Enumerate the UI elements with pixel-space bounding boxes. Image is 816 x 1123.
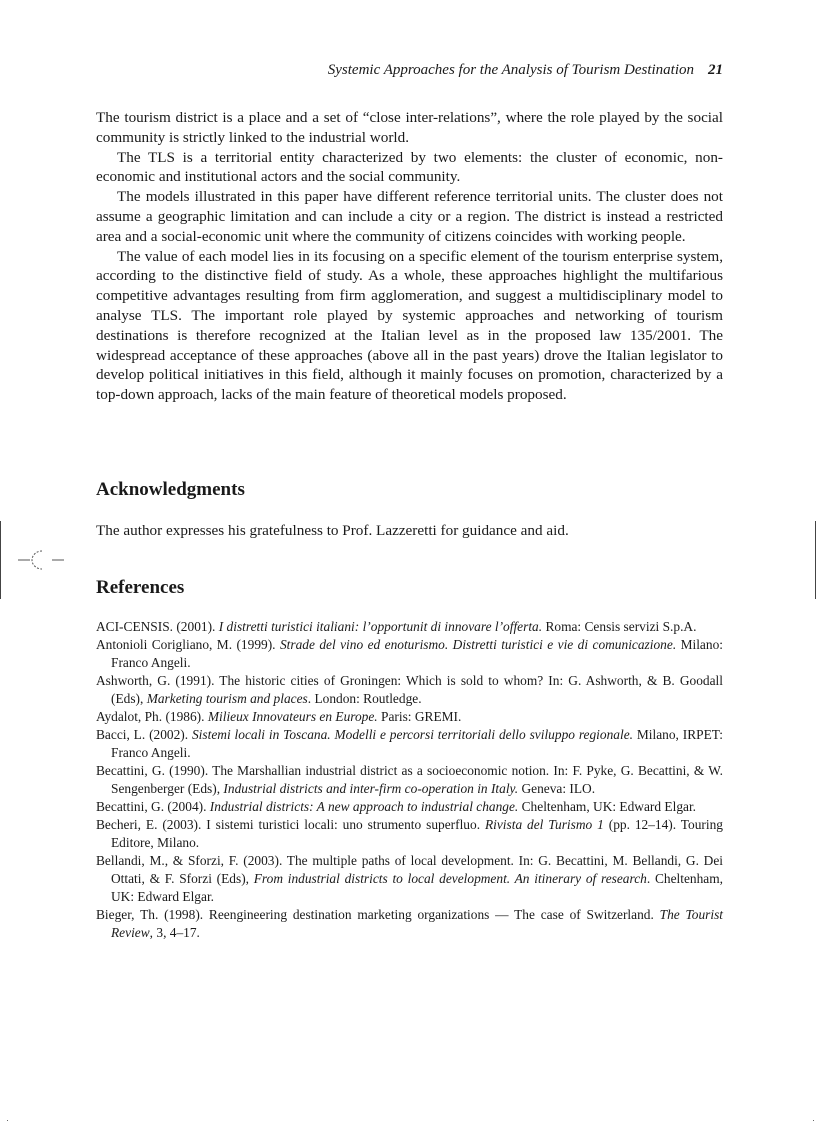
- reference-entry: Bellandi, M., & Sforzi, F. (2003). The multiple paths of local development. In: G. Becattini, M. Bellandi, G. Dei Ottati, & F. Sforzi (Eds), From industrial districts to local development. An itinerary of research. Cheltenham, UK: Edward Elgar.: [96, 853, 723, 904]
- acknowledgments-text: The author expresses his gratefulness to Prof. Lazzeretti for guidance and aid.: [96, 522, 569, 539]
- reference-entry: Becheri, E. (2003). I sistemi turistici locali: uno strumento superfluo. Rivista del Turismo 1 (pp. 12–14). Touring Editore, Milano.: [96, 817, 723, 850]
- reference-entry: ACI-CENSIS. (2001). I distretti turistici italiani: l’opportunit di innovare l’offerta. Roma: Censis servizi S.p.A.: [96, 619, 697, 634]
- reference-entry: Bieger, Th. (1998). Reengineering destination marketing organizations — The case of Switzerland. The Tourist Review, 3, 4–17.: [96, 907, 723, 940]
- reference-entry: Bacci, L. (2002). Sistemi locali in Toscana. Modelli e percorsi territoriali dello sviluppo regionale. Milano, IRPET: Franco Angeli.: [96, 727, 723, 760]
- paragraph: The models illustrated in this paper have different reference territorial units. The cluster does not assume a geographic limitation and can include a city or a region. The district is instead a restricted area and a social-economic unit where the community of citizens coincides with working people.: [96, 188, 723, 245]
- crop-mark-left: [0, 521, 1, 599]
- paragraph: The tourism district is a place and a set of “close inter-relations”, where the role played by the social community is strictly linked to the industrial world.: [96, 109, 723, 146]
- reference-entry: Aydalot, Ph. (1986). Milieux Innovateurs en Europe. Paris: GREMI.: [96, 709, 462, 724]
- reference-list: [96, 618, 723, 942]
- running-title: Systemic Approaches for the Analysis of Tourism Destination: [327, 62, 694, 78]
- reference-entry: Ashworth, G. (1991). The historic cities of Groningen: Which is sold to whom? In: G. Ashworth, & B. Goodall (Eds), Marketing tourism and places. London: Routledge.: [96, 673, 723, 706]
- edge-dot: [7, 1120, 8, 1121]
- running-head: [96, 62, 723, 79]
- edge-dot: [813, 1120, 814, 1121]
- paragraph: The value of each model lies in its focusing on a specific element of the tourism enterprise system, according to the distinctive field of study. As a whole, these approaches highlight the multifarious competitive advantages resulting from firm agglomeration, and suggest a multidisciplinary model to analyse TLS. The important role played by systemic approaches and networking of tourism destinations is therefore recognized at the Italian level as in the proposed law 135/2001. The widespread acceptance of these approaches (above all in the past years) drove the Italian legislator to develop political initiatives in this field, although it mainly focuses on promotion, characterized by a top-down approach, lacks of the main feature of theoretical models proposed.: [96, 247, 723, 404]
- reference-entry: Antonioli Corigliano, M. (1999). Strade del vino ed enoturismo. Distretti turistici e vie di comunicazione. Milano: Franco Angeli.: [96, 637, 723, 670]
- reference-entry: Becattini, G. (1990). The Marshallian industrial district as a socioeconomic notion. In: F. Pyke, G. Becattini, & W. Sengenberger (Eds), Industrial districts and inter-firm co-operation in Italy. Geneva: ILO.: [96, 763, 723, 796]
- acknowledgments-heading: Acknowledgments: [96, 479, 245, 500]
- registration-mark-icon: [18, 548, 64, 572]
- body-text: [96, 108, 723, 405]
- page-number: 21: [708, 62, 723, 78]
- references-heading: References: [96, 577, 185, 598]
- paragraph: The TLS is a territorial entity characterized by two elements: the cluster of economic, non-economic and institutional actors and the social community.: [96, 148, 723, 186]
- reference-entry: Becattini, G. (2004). Industrial districts: A new approach to industrial change. Cheltenham, UK: Edward Elgar.: [96, 799, 697, 814]
